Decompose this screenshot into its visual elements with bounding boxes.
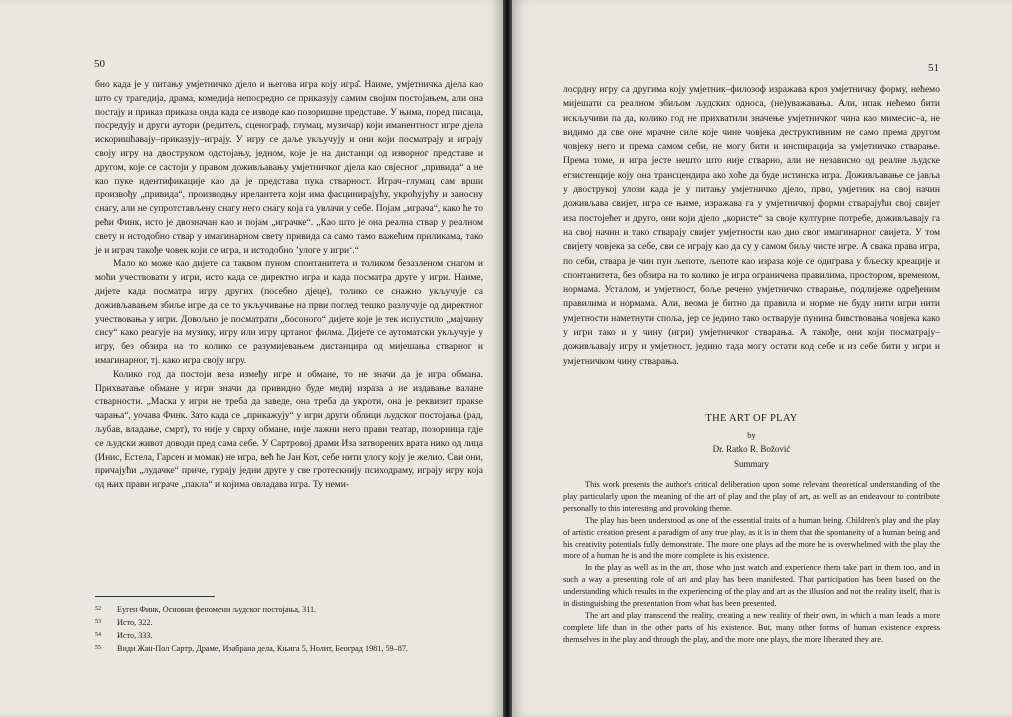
left-paragraph-2: Мало ко може као дијете са таквом пуном спонтанитета и толиком безазленом снагом и моћи учествовати у игри, исто када се директно игра и када посматра друге у игри. Наиме, дијете када посматра игру других (посебно дјеце), толико се снажно укључује са доживљавањем збиље игре да се то укључивање на први поглед тешко разлучује од директног учествовања у игри. Довољно је посматрати „босоного“ дијете које је тек испустило „мајчину сису“ како реагује на музику, игру или игру цртаног филма. Дијете се аутоматски укључује у игру, без обзира на то колико се разумијевањем дистанцира од мијешања стварног и имагинарног, тј. како игра своју игру.	[95, 258, 483, 366]
left-page	[0, 0, 503, 717]
footnote-52	[95, 603, 485, 616]
summary-title: THE ART OF PLAY	[705, 413, 798, 424]
footnotes	[95, 603, 485, 655]
footnote-number: 53	[95, 619, 101, 625]
footnote-54	[95, 629, 485, 642]
summary-paragraph-2: The play has been understood as one of the essential traits of a human being. Children's play and the play of artistic creation present a paradigm of any true play, as it is in them that the spontaneity of a human being and his creativity potentials fully demonstrate. The more one plays ad the more he is overwhelmed with the play the more of a human he is and the more complete is his existence.	[563, 515, 940, 561]
summary-label: Summary	[734, 459, 769, 469]
summary-paragraph-3: In the play as well as in the art, those who just watch and experience them take part in them too, and in such a way a presenting role of art and play has been manifested. That participation has been based on the understanding which results in the experiencing of the play and art as the illusion and not the reality itself, that is in distinguishing the presentation from what has been presented.	[563, 563, 940, 609]
summary-paragraph-1: This work presents the author's critical deliberation upon some relevant theoretical understanding of the play particularly upon the meaning of the art of play and the play of art, as well as an endeavour to contribute personally to this interesting and provoking theme.	[563, 480, 940, 513]
footnote-text: Исто, 333.	[117, 631, 153, 640]
left-body-text	[95, 78, 483, 492]
right-paragraph-1: лосрдну игру са другима коју умјетник–филозоф изражава кроз умјетничку форму, нећемо мијешати са реалном збиљом људских односа, (не)уважавања. Али, ипак нећемо бити искључиви па да, колико год не прихватили значење умјетничког чина као мимесис–а, не видимо да све оне мрачне силе које чине човјека деструктивним не само према другом човјеку него и према самом себи, не могу бити и инспирација за умјетничко стварање. Према томе, и игра јесте нешто што није стварно, али не независно од реалне људске егзистенције коју она трансцендира ако хоће да буде истинска игра. Доживљавање се јавља у двострукој улози када је у питању умјетничко дјело, прво, умјетник на свој начин доживљава свијет, игра се њиме, изражава га у умјетничкој форми стварајући свој свијет иза постојећег и друго, они који дјело „користе“ за своје културне потребе, доживљавају га на свој начин и тако стварају свијет умјетности као дио свог имагинарног свијета. У том свијету човјека за себе, сви се играју као да су у самом биљу чисте игре. А свака права игра, по себи, ствара је чин пун љепоте, љепоте као израза које се одигрaва у бљеску креације и спонтанитета, без обзира на то колико је игра ограничена правилима, простором, временом, нормама. Усталом, и умјетност, боље речено умјетничко стварање, подлијеже одређеним правилима и нормама. Али, веома је битно да правила и норме не буду нити игри нити умјетности наметнути споља, јер се једино тако остварује пунина бивствовања човјека како у игри тако и у чину (игри) умјетничког стварања. А такође, они који посматрају–доживљавају игру и умјетност, једино тада могу остати код себе и из себе бити у игри и умјетничком чину стварања.	[563, 84, 940, 367]
summary-author: Dr. Ratko R. Božović	[712, 444, 791, 454]
footnote-number: 52	[95, 606, 101, 612]
page-number-left: 50	[94, 58, 105, 70]
footnote-text: Исто, 322.	[117, 618, 153, 627]
left-paragraph-1: бно када је у питању умјетничко дјело и његова игра коју игра̂. Наиме, умјетничка дјела као што су трагедија, драма, комедија непосредно се приказују самим својим постојањем, али она постају и приказ приказа онда када се изводе као позоришне представе. У њима, поред писаца, посредују и други аутори (редитељ, сценограф, глумац, музичар) који иманентност игре дјела искоришћавају–приказују–играју. У игру се даље укључују и они који посматрају и играју своју игру на двоструком одстојању, једном, које је на дистанци од изворнoг представе и другом, које се састоји у правом доживљавању умјетничког дјела као свјесног „привида“ а не као пуке идентификације као да је представа пука стварност. Играч–глумац сам врши произвођу „привида“, производњу ирелантета који има фасцинирајућу, укроћујућу и заносну снагу, али не супротстављену снагу него снагу која га увлачи у себе. Појам „играча“, како ће то рећи Финк, исто је двозначан као и појам „играчке“. „Као што је она реална ствар у реалном свету и истодобно ствар у имагинарном свету привида са само тамо важећим приликама, тако је и играч такође човек који се игра, и истодобно ’улоге у игри‘.“	[95, 79, 483, 256]
footnote-text: Еуген Финк, Основни феномени људског постојања, 311.	[117, 605, 317, 614]
summary-paragraph-4: The art and play transcend the reality, creating a new reality of their own, in which a man leads a more complete life than in the other parts of his existence. But, many other forms of human existence express themselves in the play and through the play, and the more one plays, the more liberated they are.	[563, 610, 940, 644]
footnote-number: 55	[95, 645, 101, 651]
footnote-text: Види Жан-Пол Сартр, Драме, Изабрана дела, Књига 5, Нолит, Београд 1981, 59–87.	[117, 644, 408, 653]
footnote-number: 54	[95, 632, 101, 638]
left-paragraph-3: Колико год да постоји веза између игре и обмане, то не значи да је игра обмана. Прихватање обмане у игри значи да привидно буде медиј израза а не издавање валане стварности. „Маска у игри не треба да заведе, она треба да укроти, она је реквизит пракse чарања“, уочава Финк. Зато када се „прикажују“ у игри други облици људског постојања (рад, љубав, владање, смрт), то није у сврху обмане, није лажни него прави театар, позорница гдје се људски живот доводи пред сама себе. У Сартровој драми Иза затворених врата нико од лица (Инис, Естела, Гарсен и момак) не игра, већ ће Јан Кот, себе нити улогу коју је желио. Сви они, причајући „лудачке“ приче, гурају једни друге у све гротескнију психодраму, играју игру која од њих прави играче „пакла“ и којима овладава игра. Ту неми-	[95, 368, 483, 491]
summary-by: by	[747, 430, 756, 440]
right-body-text	[563, 83, 940, 369]
summary-body	[563, 479, 940, 646]
footnote-55	[95, 642, 485, 655]
book-gutter	[503, 0, 512, 717]
page-number-right: 51	[928, 62, 939, 74]
footnote-53	[95, 616, 485, 629]
footnote-rule	[95, 596, 215, 597]
